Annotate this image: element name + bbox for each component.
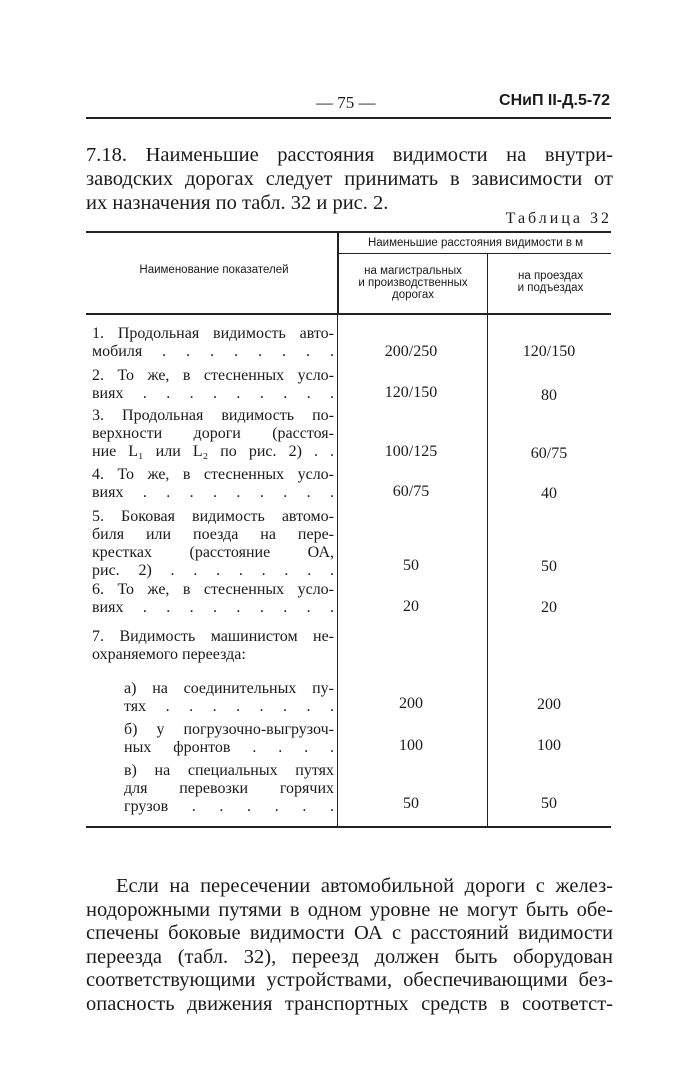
table-caption: Таблица 32 [505, 210, 612, 227]
row7c-value-access: 50 [541, 795, 557, 812]
table-row-label: 5. Боковая видимость автомо- биля или поезда на пере- крестках (расстояние ОА, рис. 2) . . . . . . . . [92, 508, 334, 579]
table-bottom-rule [86, 826, 611, 828]
page-number: — 75 — [316, 93, 376, 112]
row3-value-main: 100/125 [384, 443, 438, 460]
intro-paragraph [86, 143, 613, 215]
closing-line: Если на пересечении автомобильной дороги с желез- [116, 875, 613, 897]
table-row-label: 3. Продольная видимость по- верхности дороги (расстоя- ние L₁ или L₂ по рис. 2) . . [92, 407, 334, 460]
row6-value-access: 20 [541, 599, 557, 616]
table-row-label: 7. Видимость машинистом не- охраняемого переезда: [92, 628, 334, 663]
col-divider-2 [487, 253, 488, 827]
col-divider-1 [337, 313, 338, 827]
intro-line: заводских дорогах следует принимать в зависимости от [86, 168, 613, 190]
col2-header: на проездах и подъездах [517, 270, 584, 294]
table-row-label: 6. То же, в стесненных усло- виях . . . . . . . . . [92, 581, 334, 616]
row2-value-main: 120/150 [384, 384, 438, 401]
closing-line: опасность движения транспортных средств в соответст- [86, 992, 613, 1015]
group-header-rule [337, 253, 611, 254]
table-row-label: в) на специальных путях для перевозки горячих грузов . . . . . . [124, 762, 334, 815]
header-rule [86, 117, 611, 119]
document-code: СНиП II-Д.5-72 [499, 92, 610, 109]
header-divider-v [337, 231, 339, 313]
row5-value-main: 50 [403, 557, 419, 574]
row7b-value-main: 100 [399, 737, 423, 754]
row3-value-access: 60/75 [530, 445, 568, 462]
row6-value-main: 20 [403, 598, 419, 615]
row7c-value-main: 50 [403, 795, 419, 812]
col-name-header: Наименование показателей [139, 264, 289, 276]
header-bottom-rule [86, 313, 611, 315]
row1-value-main: 200/250 [384, 343, 438, 360]
row7a-value-access: 200 [537, 696, 561, 713]
row7a-value-main: 200 [399, 695, 423, 712]
row7b-value-access: 100 [537, 737, 561, 754]
closing-line: соответствующими устройствами, обеспечивающими без- [86, 969, 613, 991]
table-row-label: 1. Продольная видимость авто- мобиля . . . . . . . . [92, 325, 334, 360]
row2-value-access: 80 [541, 387, 557, 404]
closing-paragraph [86, 875, 613, 1016]
table-top-rule [86, 231, 611, 233]
row4-value-main: 60/75 [392, 483, 430, 500]
row4-value-access: 40 [541, 485, 557, 502]
table-row-label: б) у погрузочно-выгрузоч- ных фронтов . . . . [124, 721, 334, 756]
intro-line: их назначения по табл. 32 и рис. 2. [86, 192, 389, 214]
group-header: Наименьшие расстояния видимости в м [367, 237, 584, 249]
closing-line: спечены боковые видимости ОА с расстояний видимости [86, 922, 613, 944]
intro-line: 7.18. Наименьшие расстояния видимости на внутри- [86, 144, 613, 166]
table-row-label: а) на соединительных пу- тях . . . . . . . . [124, 680, 334, 715]
row5-value-access: 50 [541, 558, 557, 575]
table-row-label: 2. То же, в стесненных усло- виях . . . . . . . . . [92, 367, 334, 402]
closing-line: переезда (табл. 32), переезд должен быть оборудован [86, 945, 613, 968]
closing-line: нодорожными путями в одном уровне не могут быть обе- [86, 898, 613, 921]
row1-value-access: 120/150 [522, 343, 576, 360]
col1-header: на магистральных и производственных дорогах [358, 265, 468, 301]
table-row-label: 4. То же, в стесненных усло- виях . . . . . . . . . [92, 466, 334, 501]
